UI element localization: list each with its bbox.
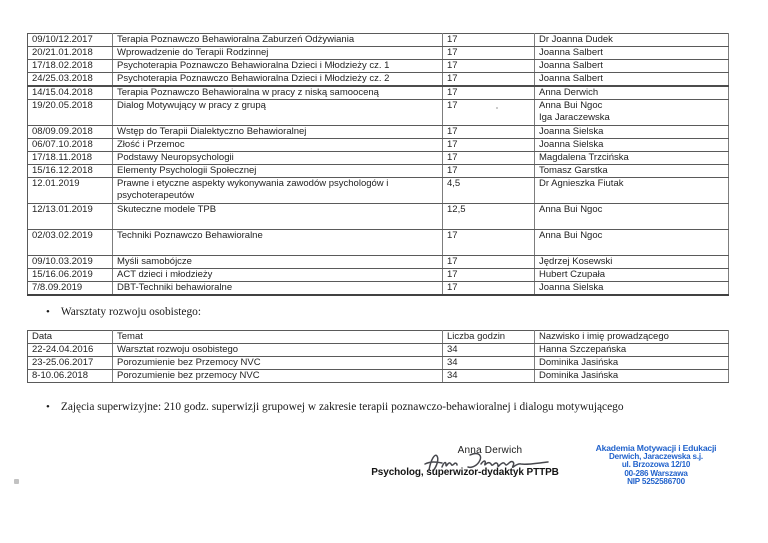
cell-topic: Elementy Psychologii Społecznej: [113, 165, 443, 178]
cell-date: 06/07.10.2018: [28, 139, 113, 152]
cell-hours: 17: [443, 139, 535, 152]
cell-topic: Terapia Poznawczo Behawioralna Zaburzeń Odżywiania: [113, 34, 443, 47]
header-date: Data: [28, 331, 113, 344]
signer-name: Anna Derwich: [457, 445, 523, 456]
cell-hours: 34: [443, 357, 535, 370]
cell-hours: 17: [443, 230, 535, 256]
cell-hours: 17: [443, 86, 535, 100]
signer-title: Psycholog, superwizor-dydaktyk PTTPB: [371, 467, 559, 478]
cell-hours: 17: [443, 60, 535, 73]
cell-date: 02/03.02.2019: [28, 230, 113, 256]
cell-topic: Wprowadzenie do Terapii Rodzinnej: [113, 47, 443, 60]
header-hours: Liczba godzin: [443, 331, 535, 344]
cell-presenter: Anna Bui Ngoc: [535, 230, 729, 256]
table-row: [28, 126, 729, 139]
table-row: [28, 344, 729, 357]
cell-presenter: Dr Agnieszka Fiutak: [535, 178, 729, 204]
cell-hours: 4,5: [443, 178, 535, 204]
cell-topic: Psychoterapia Poznawczo Behawioralna Dzieci i Młodzieży cz. 1: [113, 60, 443, 73]
cell-hours: 17: [443, 100, 535, 126]
cell-presenter: Joanna Sielska: [535, 282, 729, 296]
bullet-supervision: [46, 401, 706, 414]
cell-presenter: Hanna Szczepańska: [535, 344, 729, 357]
table-row: [28, 152, 729, 165]
table-row: [28, 86, 729, 100]
stamp-line: Akademia Motywacji i Edukacji: [595, 443, 717, 453]
cell-date: 7/8.09.2019: [28, 282, 113, 296]
trainings-table: [27, 33, 729, 296]
cell-topic: Porozumienie bez przemocy NVC: [113, 370, 443, 383]
cell-presenter: Joanna Salbert: [535, 47, 729, 60]
cell-date: 12.01.2019: [28, 178, 113, 204]
cell-topic: Porozumienie bez Przemocy NVC: [113, 357, 443, 370]
cell-date: 09/10.03.2019: [28, 256, 113, 269]
cell-date: 09/10/12.2017: [28, 34, 113, 47]
table-row: [28, 34, 729, 47]
table-row: [28, 100, 729, 126]
table-row: [28, 165, 729, 178]
table-row: [28, 357, 729, 370]
cell-presenter: Dr Joanna Dudek: [535, 34, 729, 47]
stamp-line: 00-286 Warszawa: [624, 468, 688, 478]
cell-hours: 17: [443, 256, 535, 269]
cell-hours: 17: [443, 152, 535, 165]
presenter-line: Iga Jaraczewska: [539, 111, 610, 123]
cell-presenter: Anna Derwich: [535, 86, 729, 100]
cell-date: 24/25.03.2018: [28, 73, 113, 87]
table-header-row: [28, 331, 729, 344]
cell-presenter: Dominika Jasińska: [535, 370, 729, 383]
stamp-line: NIP 5252586700: [627, 477, 685, 487]
cell-date: 8-10.06.2018: [28, 370, 113, 383]
table-row: [28, 204, 729, 230]
cell-presenter: Joanna Salbert: [535, 60, 729, 73]
cell-topic: Skuteczne modele TPB: [113, 204, 443, 230]
scan-artifact: [496, 107, 498, 109]
cell-date: 12/13.01.2019: [28, 204, 113, 230]
cell-topic: Dialog Motywujący w pracy z grupą: [113, 100, 443, 126]
cell-topic: Terapia Poznawczo Behawioralna w pracy z niską samooceną: [113, 86, 443, 100]
stamp: [580, 444, 732, 487]
presenter-line: Anna Bui Ngoc: [539, 100, 603, 111]
cell-topic: Myśli samobójcze: [113, 256, 443, 269]
cell-topic: Warsztat rozwoju osobistego: [113, 344, 443, 357]
table-row: [28, 269, 729, 282]
cell-hours: 17: [443, 47, 535, 60]
cell-presenter: Jędrzej Kosewski: [535, 256, 729, 269]
cell-hours: 12,5: [443, 204, 535, 230]
header-presenter: Nazwisko i imię prowadzącego: [535, 331, 729, 344]
cell-hours: 17: [443, 269, 535, 282]
cell-date: 20/21.01.2018: [28, 47, 113, 60]
header-topic: Temat: [113, 331, 443, 344]
cell-date: 22-24.04.2016: [28, 344, 113, 357]
cell-presenter: Hubert Czupała: [535, 269, 729, 282]
table-row: [28, 256, 729, 269]
cell-presenter: Joanna Salbert: [535, 73, 729, 87]
table-row: [28, 178, 729, 204]
table-row: [28, 47, 729, 60]
cell-topic: Wstęp do Terapii Dialektyczno Behawioralnej: [113, 126, 443, 139]
table-row: [28, 230, 729, 256]
cell-date: 08/09.09.2018: [28, 126, 113, 139]
cell-topic: Prawne i etyczne aspekty wykonywania zawodów psychologów i psychoterapeutów: [113, 178, 443, 204]
cell-presenter: Joanna Sielska: [535, 139, 729, 152]
cell-presenter: Dominika Jasińska: [535, 357, 729, 370]
scan-artifact: [14, 479, 19, 484]
cell-topic: Techniki Poznawczo Behawioralne: [113, 230, 443, 256]
cell-topic: DBT-Techniki behawioralne: [113, 282, 443, 296]
cell-hours: 17: [443, 282, 535, 296]
cell-topic: Złość i Przemoc: [113, 139, 443, 152]
workshops-table: [27, 330, 729, 383]
cell-presenter: Joanna Sielska: [535, 126, 729, 139]
cell-presenter: Tomasz Garstka: [535, 165, 729, 178]
cell-hours: 17: [443, 73, 535, 87]
cell-date: 17/18.11.2018: [28, 152, 113, 165]
cell-hours: 34: [443, 370, 535, 383]
cell-topic: Podstawy Neuropsychologii: [113, 152, 443, 165]
cell-hours: 17: [443, 165, 535, 178]
cell-date: 15/16.12.2018: [28, 165, 113, 178]
bullet-workshops-label: • Warsztaty rozwoju osobistego:: [60, 306, 202, 318]
cell-presenter: Anna Bui Ngoc: [535, 204, 729, 230]
stamp-line: ul. Brzozowa 12/10: [621, 460, 691, 470]
cell-presenter: [535, 100, 729, 126]
cell-date: 14/15.04.2018: [28, 86, 113, 100]
table-row: [28, 370, 729, 383]
cell-date: 17/18.02.2018: [28, 60, 113, 73]
table-row: [28, 282, 729, 296]
table-row: [28, 60, 729, 73]
cell-topic: Psychoterapia Poznawczo Behawioralna Dzieci i Młodzieży cz. 2: [113, 73, 443, 87]
bullet-workshops: [46, 306, 201, 319]
cell-date: 19/20.05.2018: [28, 100, 113, 126]
cell-date: 15/16.06.2019: [28, 269, 113, 282]
cell-presenter: Magdalena Trzcińska: [535, 152, 729, 165]
table-row: [28, 73, 729, 87]
cell-hours: 34: [443, 344, 535, 357]
cell-hours: 17: [443, 34, 535, 47]
cell-hours: 17: [443, 126, 535, 139]
bullet-supervision-label: • Zajęcia superwizyjne: 210 godz. superwizji grupowej w zakresie terapii poznawczo-behawioralnej i dialogu motywującego: [60, 401, 624, 413]
table-row: [28, 139, 729, 152]
stamp-line: Derwich, Jaraczewska s.j.: [609, 451, 703, 461]
cell-date: 23-25.06.2017: [28, 357, 113, 370]
cell-topic: ACT dzieci i młodzieży: [113, 269, 443, 282]
